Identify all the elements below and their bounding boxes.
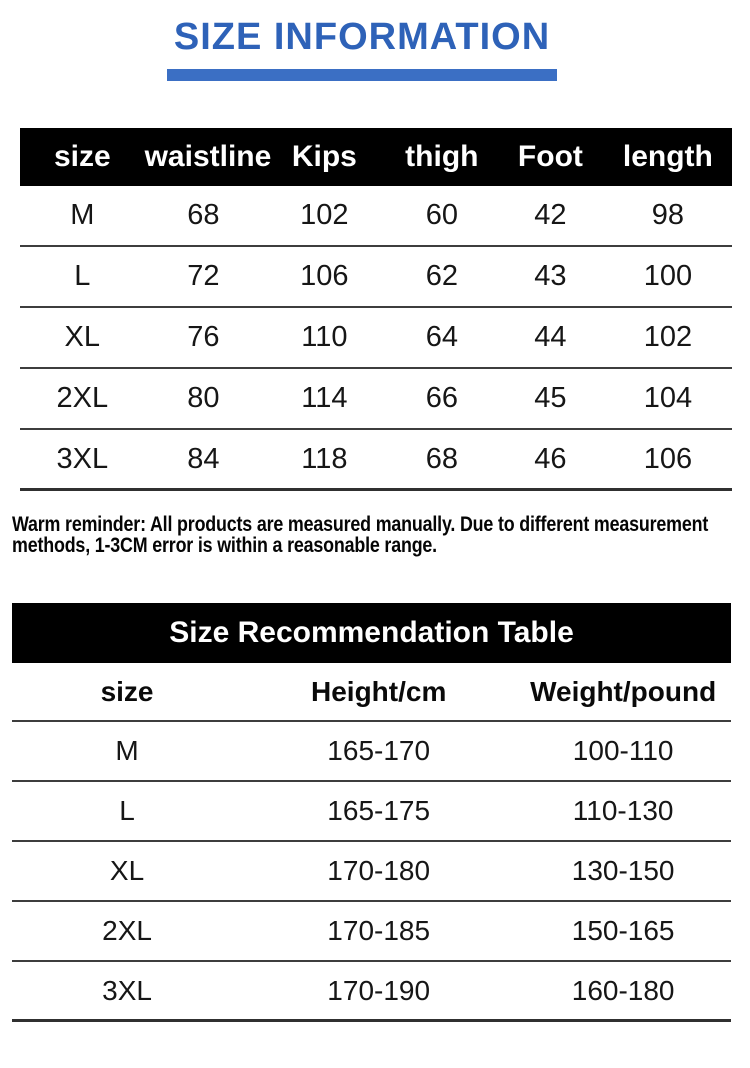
table-cell: 160-180 [571, 974, 675, 1006]
table-cell: L [74, 260, 91, 292]
table-cell: 64 [425, 321, 458, 353]
column-header-length: length [622, 140, 713, 173]
warm-reminder-note [12, 514, 750, 556]
table-row-2xl [12, 902, 731, 962]
table-cell: 100 [643, 260, 693, 292]
table-cell: 110 [301, 321, 348, 353]
table-cell: 42 [534, 199, 567, 231]
table-row-m [12, 722, 731, 782]
recommendation-table-header-row [12, 663, 731, 722]
measurement-table-header-row [20, 128, 732, 186]
table-row-l [20, 247, 732, 308]
table-cell: 84 [187, 442, 220, 475]
table-cell: 76 [187, 321, 220, 353]
table-cell: 43 [534, 260, 567, 292]
table-cell: 68 [187, 199, 220, 231]
table-cell: 100-110 [572, 735, 674, 766]
table-cell: 110-130 [572, 795, 674, 826]
measurement-table [20, 128, 732, 491]
table-cell: 106 [300, 260, 349, 292]
table-cell: 170-185 [327, 915, 431, 946]
table-cell: M [70, 199, 95, 231]
table-row-3xl [12, 962, 731, 1022]
table-cell: XL [64, 321, 101, 353]
table-row-3xl [20, 430, 732, 491]
table-row-xl [12, 842, 731, 902]
column-header-size: size [53, 140, 111, 173]
column-header-waistline: waistline [144, 140, 272, 173]
table-cell: 102 [300, 199, 349, 231]
table-cell: 130-150 [571, 855, 675, 886]
column-header-foot: Foot [517, 140, 583, 173]
column-header-kips: Kips [291, 140, 357, 173]
table-row-l [12, 782, 731, 842]
table-cell: 170-180 [327, 855, 431, 886]
table-row-2xl [20, 369, 732, 430]
recommendation-table [12, 603, 731, 1022]
table-cell: 170-190 [327, 974, 431, 1006]
table-cell: 2XL [102, 915, 152, 946]
table-cell: 45 [534, 382, 567, 414]
column-header-size: size [100, 675, 154, 707]
table-cell: 66 [425, 382, 458, 414]
table-cell: 165-170 [327, 735, 431, 766]
recommendation-table-title: Size Recommendation Table [12, 603, 731, 663]
table-cell: 80 [187, 382, 220, 414]
table-cell: 114 [301, 382, 348, 414]
table-cell: 3XL [102, 974, 152, 1006]
table-cell: 72 [187, 260, 220, 292]
table-cell: 104 [643, 382, 693, 414]
table-cell: 102 [643, 321, 693, 353]
table-row-xl [20, 308, 732, 369]
table-cell: XL [109, 855, 145, 886]
table-row-m [20, 186, 732, 247]
table-cell: 62 [425, 260, 458, 292]
column-header-thigh: thigh [405, 140, 479, 173]
table-cell: 165-175 [327, 795, 431, 826]
table-cell: L [119, 795, 135, 826]
title-underline-bar [167, 69, 557, 81]
warm-reminder-line2: methods, 1-3CM error is within a reasonable range. [12, 534, 437, 557]
table-cell: 60 [425, 199, 458, 231]
table-cell: 46 [534, 442, 567, 475]
table-cell: 150-165 [571, 915, 675, 946]
table-cell: 44 [534, 321, 567, 353]
table-cell: 68 [425, 442, 458, 475]
page-title: SIZE INFORMATION [173, 16, 551, 58]
table-cell: M [115, 735, 139, 766]
table-cell: 98 [651, 199, 685, 231]
column-header-weight: Weight/pound [530, 675, 717, 707]
table-cell: 3XL [56, 442, 109, 475]
warm-reminder-line1: Warm reminder: All products are measured manually. Due to different measurement [12, 513, 709, 536]
table-cell: 106 [643, 442, 693, 475]
title-block [167, 0, 557, 81]
column-header-height: Height/cm [311, 675, 447, 707]
table-cell: 2XL [56, 382, 109, 414]
table-cell: 118 [301, 442, 348, 475]
